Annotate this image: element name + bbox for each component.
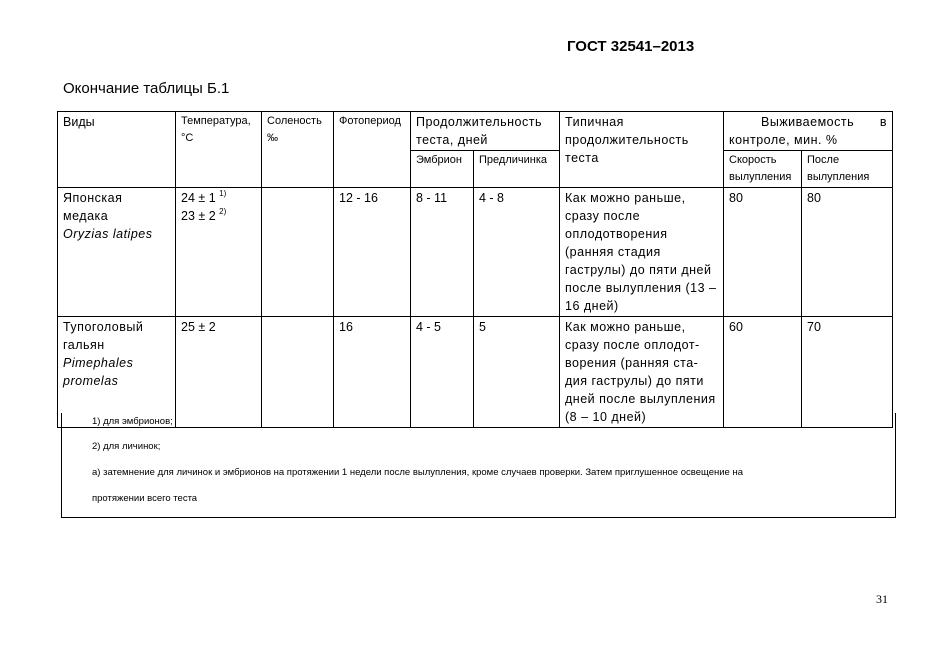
- standard-number: ГОСТ 32541–2013: [567, 38, 695, 55]
- species-name-line: гальян: [63, 338, 105, 352]
- header-embryo: Эмбрион: [411, 151, 474, 188]
- after-hatch-cell: 70: [802, 317, 893, 428]
- page-number: 31: [876, 592, 888, 606]
- header-species: Виды: [58, 112, 176, 188]
- embryo-cell: 4 - 5: [411, 317, 474, 428]
- typical-duration-cell: Как можно раньше, сразу после оплодотворения (ранняя стадия гаструлы) до пяти дней после вылупления (13 – 16 дней): [560, 188, 724, 317]
- header-row-1: [58, 112, 893, 151]
- header-survival-right: в: [879, 115, 887, 129]
- header-duration: Продолжительность теста, дней: [411, 112, 560, 151]
- salinity-cell: [262, 317, 334, 428]
- salinity-cell: [262, 188, 334, 317]
- typical-duration-cell: Как можно раньше, сразу после оплодот- ворения (ранняя ста- дия гаструлы) до пяти дней после вылупления (8 – 10 дней): [560, 317, 724, 428]
- header-survival-left: Выживаемость: [761, 115, 855, 129]
- species-name-line: Японская: [63, 191, 123, 205]
- table-caption: Окончание таблицы Б.1: [63, 80, 230, 97]
- table-row: [58, 317, 893, 428]
- header-after-hatch: После вылупления: [802, 151, 893, 188]
- photoperiod-cell: 12 - 16: [334, 188, 411, 317]
- temperature-cell: 25 ± 2: [176, 317, 262, 428]
- temperature-value: 23 ± 2 $^{2)}$: [181, 206, 227, 223]
- hatch-speed-cell: 60: [724, 317, 802, 428]
- after-hatch-cell: 80: [802, 188, 893, 317]
- header-survival-line2: контроле, мин. %: [729, 133, 838, 147]
- larva-cell: 4 - 8: [474, 188, 560, 317]
- hatch-speed-cell: 80: [724, 188, 802, 317]
- species-cell: [58, 317, 176, 428]
- note-embryos: 1) для эмбрионов;: [92, 416, 173, 427]
- header-temperature: Температура, °С: [176, 112, 262, 188]
- species-latin: Pimephales: [63, 356, 134, 370]
- note-darkening-cont: протяжении всего теста: [92, 493, 198, 504]
- header-larva: Предличинка: [474, 151, 560, 188]
- header-photoperiod: Фотопериод: [334, 112, 411, 188]
- species-name-line: медака: [63, 209, 109, 223]
- note-larvae: 2) для личинок;: [92, 441, 161, 452]
- species-latin: Oryzias latipes: [63, 227, 153, 241]
- header-salinity: Соленость ‰: [262, 112, 334, 188]
- species-table: [57, 111, 893, 428]
- note-darkening: а) затемнение для личинок и эмбрионов на протяжении 1 недели после вылупления, кроме случаев проверки. Затем приглушенное освещение на: [92, 467, 743, 478]
- species-name-line: Тупоголовый: [63, 320, 144, 334]
- larva-cell: 5: [474, 317, 560, 428]
- header-typical-duration: Типичная продолжительность теста: [560, 112, 724, 188]
- header-survival: [724, 112, 893, 151]
- header-hatch-speed: Скорость вылупления: [724, 151, 802, 188]
- table-row: [58, 188, 893, 317]
- table-notes: [61, 413, 896, 518]
- species-latin: promelas: [63, 374, 119, 388]
- temperature-value: 24 ± 1 $^{1)}$: [181, 188, 227, 205]
- photoperiod-cell: 16: [334, 317, 411, 428]
- temperature-cell: [176, 188, 262, 317]
- embryo-cell: 8 - 11: [411, 188, 474, 317]
- species-cell: [58, 188, 176, 317]
